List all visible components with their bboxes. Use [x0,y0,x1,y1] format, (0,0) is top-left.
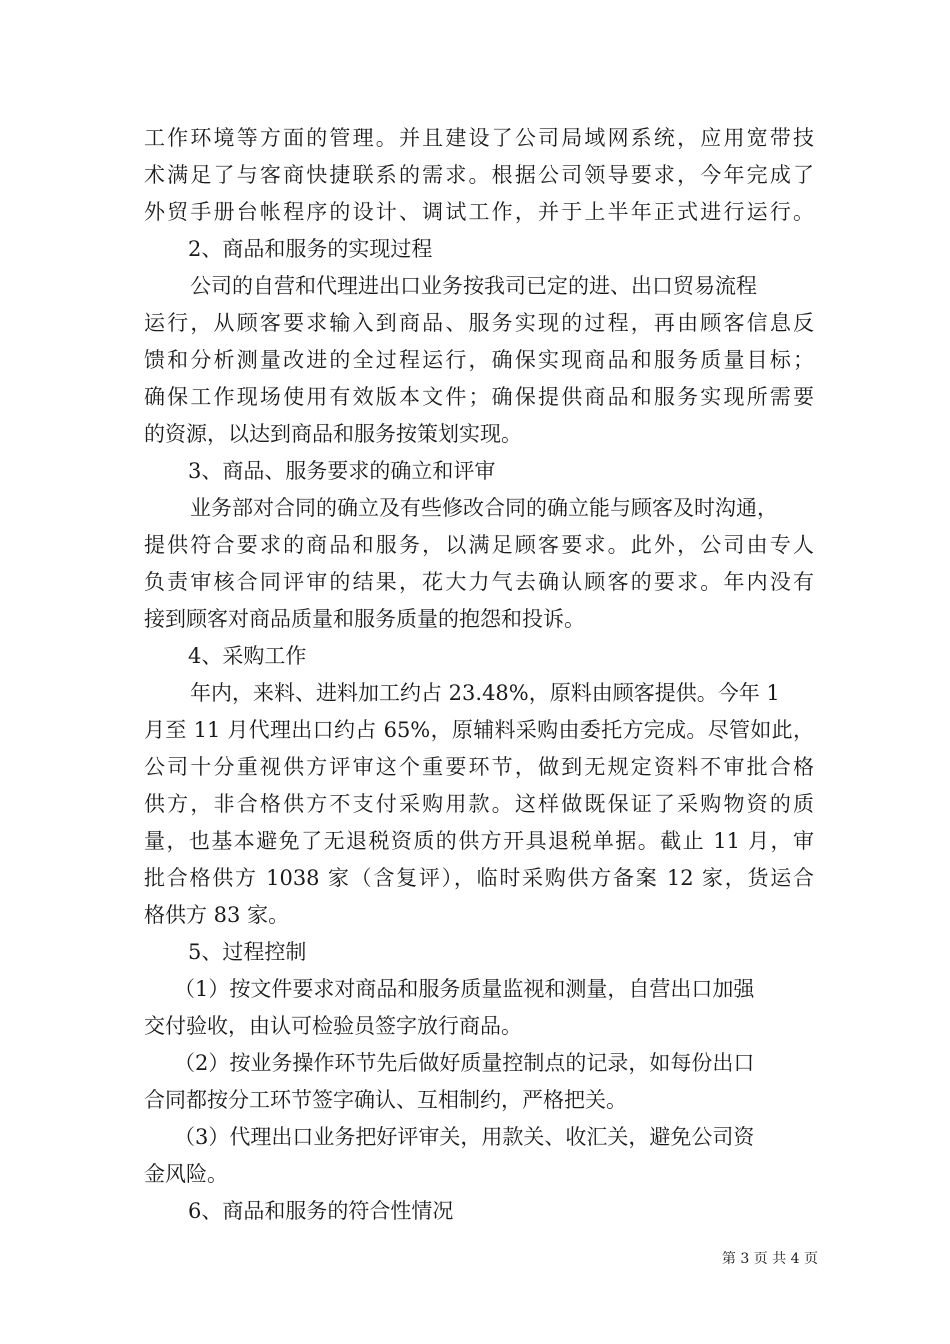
text-line: （2）按业务操作环节先后做好质量控制点的记录，如每份出口 [174,1051,755,1075]
text-line: 运行，从顾客要求输入到商品、服务实现的过程，再由顾客信息反 [144,311,814,335]
text-line: 业务部对合同的确立及有些修改合同的确立能与顾客及时沟通， [190,496,778,520]
text-line: 公司十分重视供方评审这个重要环节，做到无规定资料不审批合格 [144,755,814,779]
section-heading: 5、过程控制 [188,940,307,964]
text-line: 供方，非合格供方不支付采购用款。这样做既保证了采购物资的质 [144,792,814,816]
text-line: 交付验收，由认可检验员签字放行商品。 [144,1014,522,1038]
text-line: 公司的自营和代理进出口业务按我司已定的进、出口贸易流程 [190,274,757,298]
text-line: 的资源，以达到商品和服务按策划实现。 [144,422,522,446]
text-line: （3）代理出口业务把好评审关，用款关、收汇关，避免公司资 [174,1125,755,1149]
section-heading: 4、采购工作 [188,644,307,668]
text-line: 格供方 83 家。 [144,903,290,927]
text-line: 接到顾客对商品质量和服务质量的抱怨和投诉。 [144,607,585,631]
text-line: 术满足了与客商快捷联系的需求。根据公司领导要求，今年完成了 [144,163,814,187]
section-heading: 6、商品和服务的符合性情况 [188,1199,454,1223]
section-heading: 3、商品、服务要求的确立和评审 [188,459,496,483]
text-line: 负责审核合同评审的结果，花大力气去确认顾客的要求。年内没有 [144,570,814,594]
text-line: 年内，来料、进料加工约占 23.48%，原料由顾客提供。今年 1 [190,681,780,705]
text-line: 合同都按分工环节签字确认、互相制约，严格把关。 [144,1088,627,1112]
section-heading: 2、商品和服务的实现过程 [188,237,433,261]
document-body [144,120,814,1230]
text-line: 工作环境等方面的管理。并且建设了公司局域网系统，应用宽带技 [144,126,814,150]
text-line: 确保工作现场使用有效版本文件；确保提供商品和服务实现所需要 [144,385,814,409]
text-line: 金风险。 [144,1162,228,1186]
text-line: 量，也基本避免了无退税资质的供方开具退税单据。截止 11 月，审 [144,829,814,853]
page-footer [0,1248,818,1268]
text-line: 批合格供方 1038 家（含复评），临时采购供方备案 12 家，货运合 [144,866,814,890]
text-line: 提供符合要求的商品和服务，以满足顾客要求。此外，公司由专人 [144,533,814,557]
text-line: （1）按文件要求对商品和服务质量监视和测量，自营出口加强 [174,977,755,1001]
text-line: 馈和分析测量改进的全过程运行，确保实现商品和服务质量目标； [144,348,814,372]
page-number: 第 3 页 共 4 页 [721,1251,818,1267]
text-line: 月至 11 月代理出口约占 65%，原辅料采购由委托方完成。尽管如此， [144,718,814,742]
text-line: 外贸手册台帐程序的设计、调试工作，并于上半年正式进行运行。 [144,200,814,224]
